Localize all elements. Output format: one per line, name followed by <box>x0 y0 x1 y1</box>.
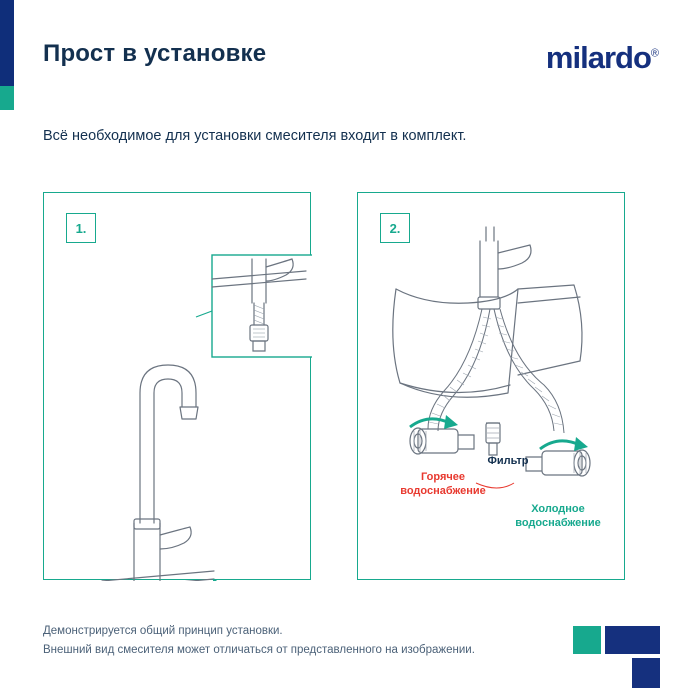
panel-step-1 <box>43 192 311 580</box>
panel-step-2 <box>357 192 625 580</box>
decoration-rect-blue <box>605 626 660 654</box>
label-cold-water <box>498 503 618 531</box>
brand-logo-text: milardo <box>545 40 651 75</box>
accent-bar-teal <box>0 86 14 110</box>
page-subtitle: Всё необходимое для установки смесителя входит в комплект. <box>43 128 467 144</box>
step-badge-2: 2. <box>380 213 410 243</box>
accent-bar-blue <box>0 0 14 86</box>
label-hot-water-line1: Горячее <box>420 471 466 483</box>
page-title: Прост в установке <box>43 40 267 67</box>
brand-logo <box>546 40 658 76</box>
label-cold-water-line2: водоснабжение <box>515 516 601 529</box>
footer-note-line2: Внешний вид смесителя может отличаться от представленного на изображении. <box>43 643 475 656</box>
footer-note <box>43 622 475 660</box>
registered-mark: ® <box>650 47 658 60</box>
diagram-step-1 <box>44 193 312 581</box>
footer-note-line1: Демонстрируется общий принцип установки. <box>43 625 283 637</box>
label-hot-water-line2: водоснабжение <box>400 484 486 497</box>
decoration-square-blue <box>632 658 660 688</box>
label-filter: Фильтр <box>487 455 529 467</box>
label-hot-water <box>383 471 503 499</box>
decoration-square-teal <box>573 626 601 654</box>
step-badge-1: 1. <box>66 213 96 243</box>
label-cold-water-line1: Холодное <box>531 503 585 515</box>
